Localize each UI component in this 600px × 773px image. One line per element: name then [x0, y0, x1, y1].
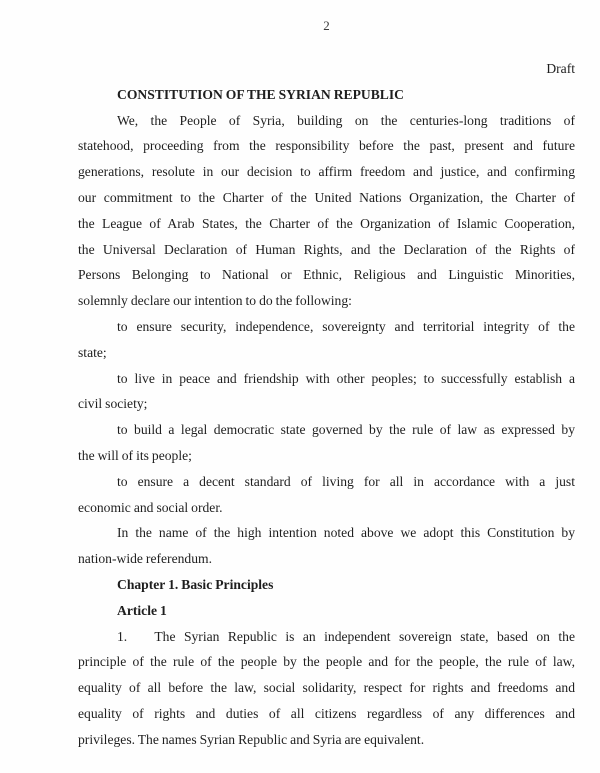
document-content — [78, 56, 575, 753]
document-title: CONSTITUTION OF THE SYRIAN REPUBLIC — [117, 86, 404, 102]
text-line: state; — [78, 344, 107, 360]
text-line: economic and social order. — [78, 499, 223, 515]
text-line: equality of rights and duties of all citizens regardless of any differences and — [78, 705, 575, 721]
text-line: civil society; — [78, 396, 148, 412]
text-line: Persons Belonging to National or Ethnic, Religious and Linguistic Minorities, — [78, 267, 575, 283]
text-line: to ensure security, independence, sovereignty and territorial integrity of the — [117, 318, 575, 334]
text-line: statehood, proceeding from the responsibility before the past, present and future — [78, 138, 575, 154]
text-line: our commitment to the Charter of the United Nations Organization, the Charter of — [78, 189, 575, 205]
section-heading: Article 1 — [117, 602, 167, 618]
text-line: nation-wide referendum. — [78, 551, 212, 567]
text-line: equality of all before the law, social solidarity, respect for rights and freedoms and — [78, 680, 575, 696]
page-number: 2 — [323, 18, 330, 33]
text-line: principle of the rule of the people by the people and for the people, the rule of law, — [78, 654, 575, 670]
document-body — [78, 108, 575, 753]
text-line: to live in peace and friendship with other peoples; to successfully establish a — [117, 370, 575, 386]
text-line: generations, resolute in our decision to affirm freedom and justice, and confirming — [78, 164, 575, 180]
text-line: solemnly declare our intention to do the following: — [78, 293, 352, 309]
text-line: privileges. The names Syrian Republic and Syria are equivalent. — [78, 731, 425, 747]
text-line: the will of its people; — [78, 447, 192, 463]
draft-label: Draft — [546, 61, 575, 76]
text-line: 1. The Syrian Republic is an independent sovereign state, based on the — [117, 628, 575, 644]
text-line: the Universal Declaration of Human Rights, and the Declaration of the Rights of — [78, 241, 575, 257]
section-heading: Chapter 1. Basic Principles — [117, 576, 274, 592]
text-line: the League of Arab States, the Charter of the Organization of Islamic Cooperation, — [78, 215, 575, 231]
text-line: to build a legal democratic state governed by the rule of law as expressed by — [117, 422, 575, 438]
text-line: In the name of the high intention noted above we adopt this Constitution by — [117, 525, 575, 541]
text-line: We, the People of Syria, building on the centuries-long traditions of — [117, 112, 575, 128]
text-line: to ensure a decent standard of living for all in accordance with a just — [117, 473, 575, 489]
